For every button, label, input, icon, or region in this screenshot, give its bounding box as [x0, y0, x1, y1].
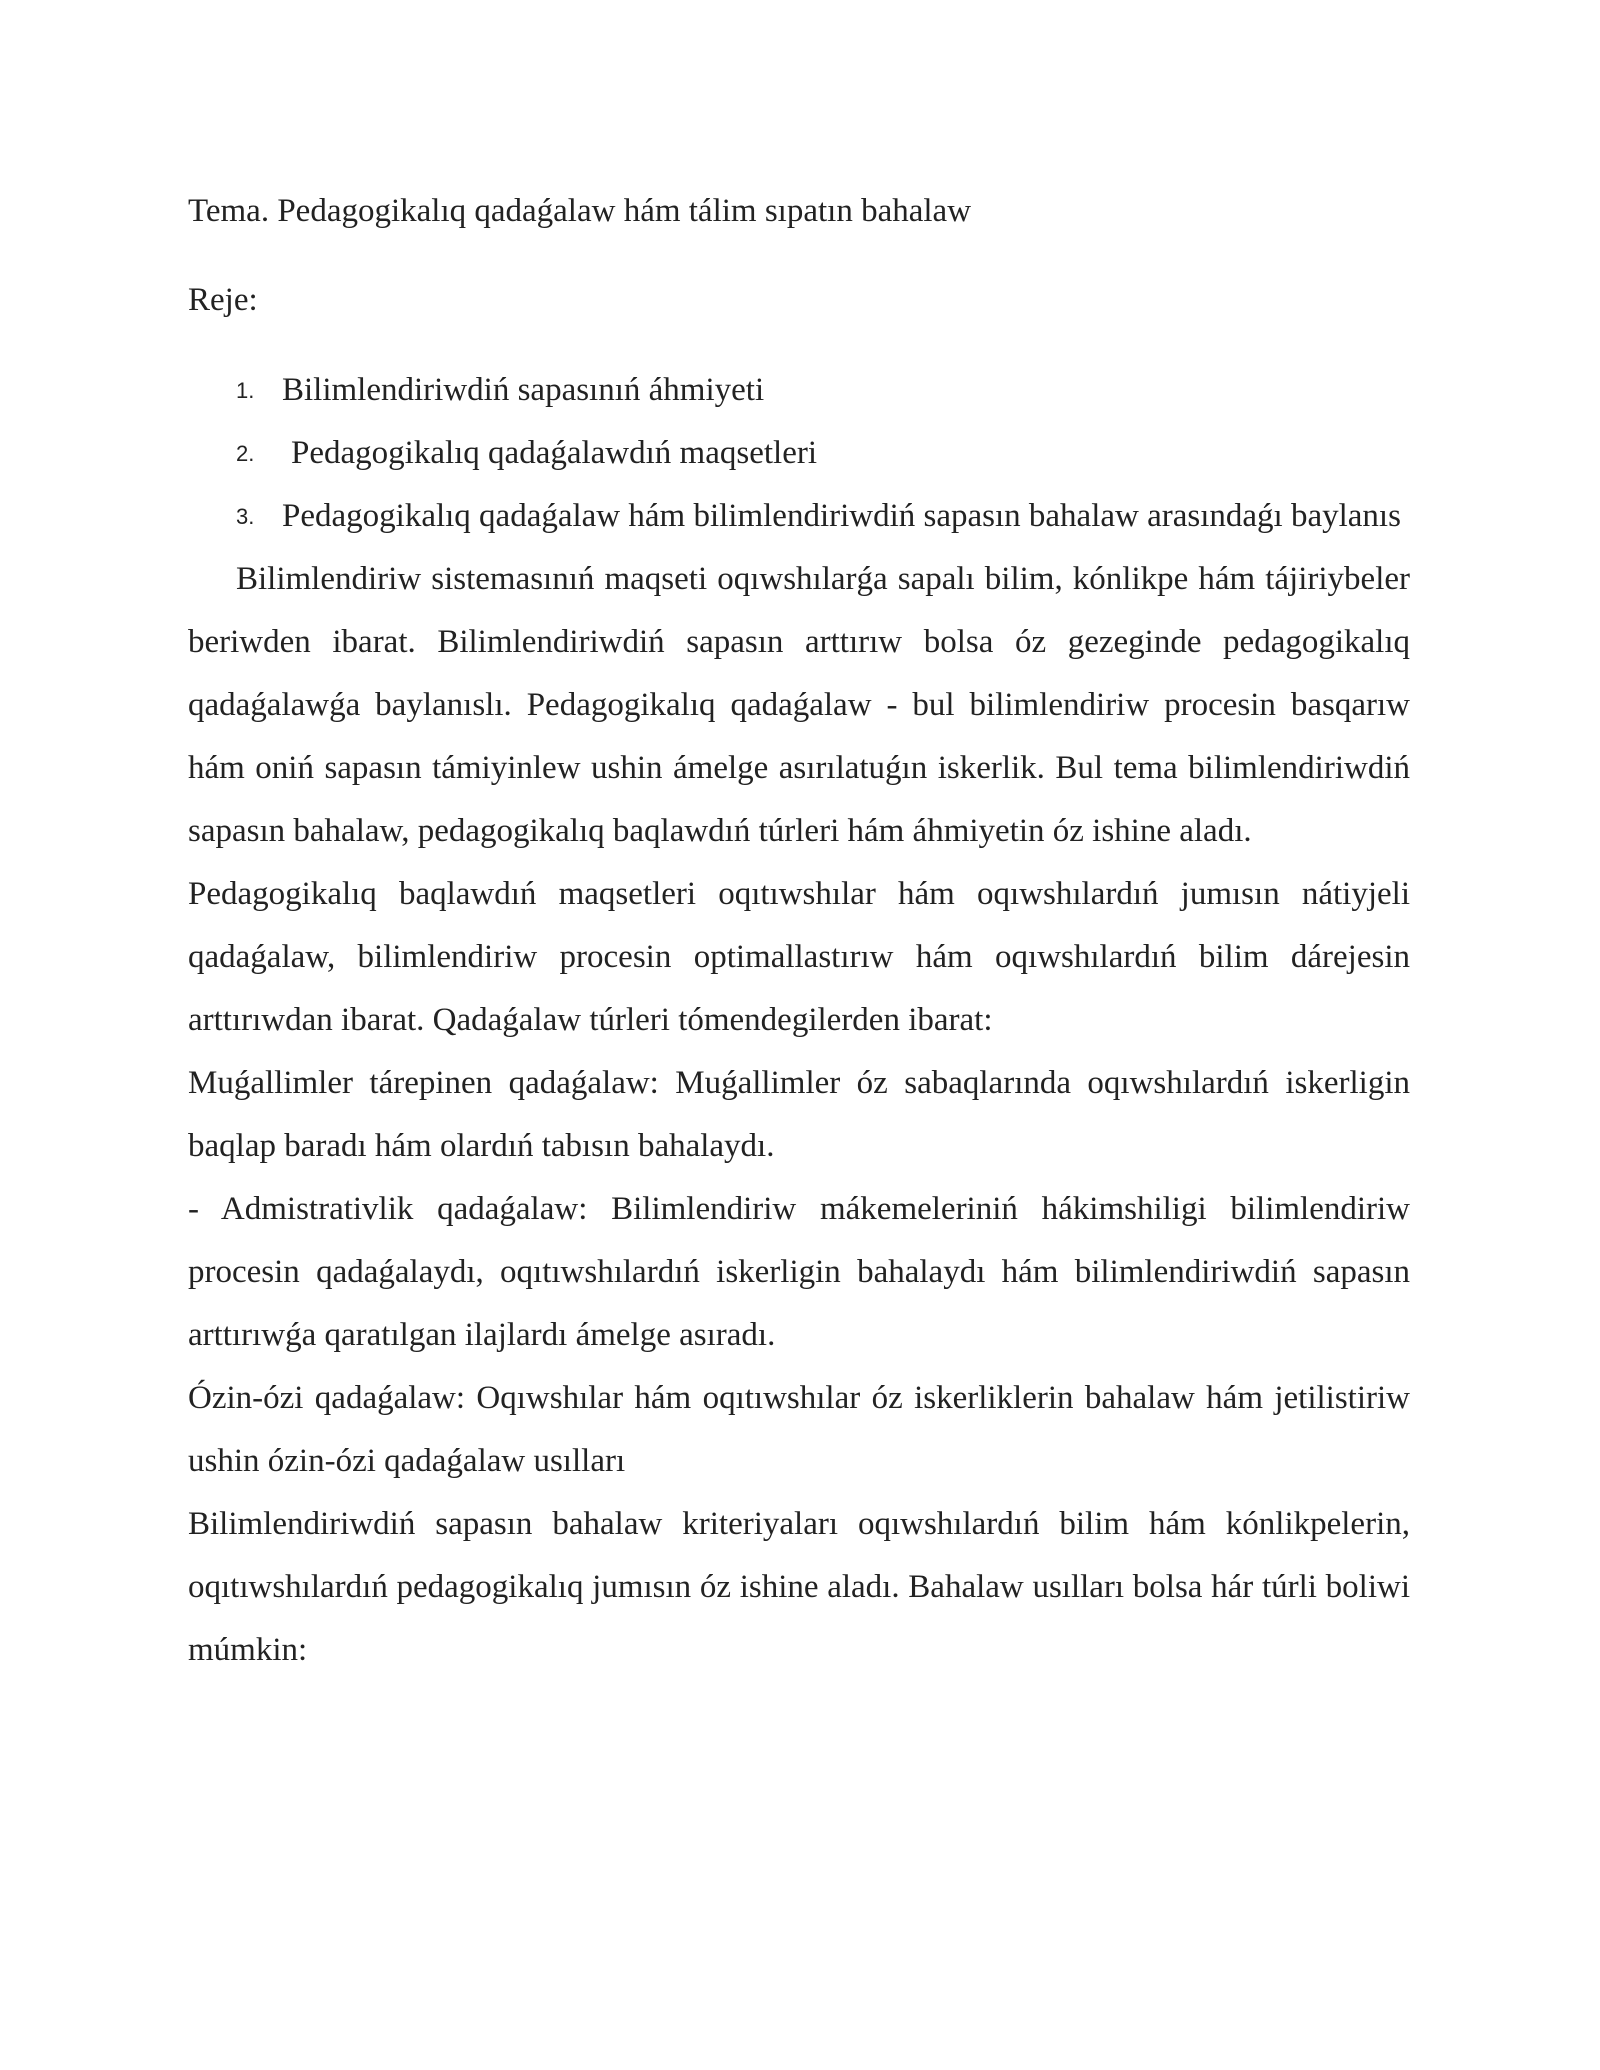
plan-item-number: 3. [236, 504, 255, 529]
paragraph-criteria: Bilimlendiriwdiń sapasın bahalaw kriteriyaları oqıwshılardıń bilim hám kónlikpelerin, oqıtıwshılardıń pedagogikalıq jumısın óz ishine aladı. Bahalaw usılları bolsa hár túrli boliwi múmkin: [188, 1506, 1410, 1668]
paragraph-intro: Bilimlendiriw sistemasınıń maqseti oqıwshılarǵa sapalı bilim, kónlikpe hám tájiriybeler beriwden ibarat. Bilimlendiriwdiń sapasın arttırıw bolsa óz gezeginde pedagogikalıq qadaǵalawǵa baylanıslı. Pedagogikalıq qadaǵalaw - bul bilimlendiriw procesin basqarıw hám oniń sapasın támiyinlew ushin ámelge asırılatuǵın iskerlik. Bul tema bilimlendiriwdiń sapasın bahalaw, pedagogikalıq baqlawdıń túrleri hám áhmiyetin óz ishine aladı. [188, 561, 1410, 849]
plan-item-text: Pedagogikalıq qadaǵalawdıń maqsetleri [291, 435, 818, 471]
paragraph-self-control: Ózin-ózi qadaǵalaw: Oqıwshılar hám oqıtıwshılar óz iskerliklerin bahalaw hám jetilistiriw ushin ózin-ózi qadaǵalaw usılları [188, 1380, 1410, 1479]
plan-item [188, 359, 1410, 422]
paragraph-goals: Pedagogikalıq baqlawdıń maqsetleri oqıtıwshılar hám oqıwshılardıń jumısın nátiyjeli qadaǵalaw, bilimlendiriw procesin optimallastırıw hám oqıwshılardıń bilim dárejesin arttırıwdan ibarat. Qadaǵalaw túrleri tómendegilerden ibarat: [188, 876, 1410, 1038]
paragraph-teacher-control: Muǵallimler tárepinen qadaǵalaw: Muǵallimler óz sabaqlarında oqıwshılardıń iskerligin baqlap baradı hám olardıń tabısın bahalaydı. [188, 1065, 1410, 1164]
plan-list [188, 359, 1410, 548]
document-title: Tema. Pedagogikalıq qadaǵalaw hám tálim sıpatın bahalaw [188, 193, 972, 229]
document-body [188, 180, 1410, 1682]
paragraph-administrative-control: - Admistrativlik qadaǵalaw: Bilimlendiriw mákemeleriniń hákimshiligi bilimlendiriw procesin qadaǵalaydı, oqıtıwshılardıń iskerligin bahalaydı hám bilimlendiriwdiń sapasın arttırıwǵa qaratılgan ilajlardı ámelge asıradı. [188, 1191, 1410, 1353]
plan-item-text: Bilimlendiriwdiń sapasınıń áhmiyeti [282, 372, 765, 408]
plan-heading: Reje: [188, 282, 258, 318]
plan-item-text: Pedagogikalıq qadaǵalaw hám bilimlendiriwdiń sapasın bahalaw arasındaǵı baylanıs [282, 498, 1401, 534]
plan-item [188, 422, 1410, 485]
plan-item-number: 2. [236, 441, 255, 466]
plan-item [188, 485, 1410, 548]
plan-item-number: 1. [236, 378, 255, 403]
